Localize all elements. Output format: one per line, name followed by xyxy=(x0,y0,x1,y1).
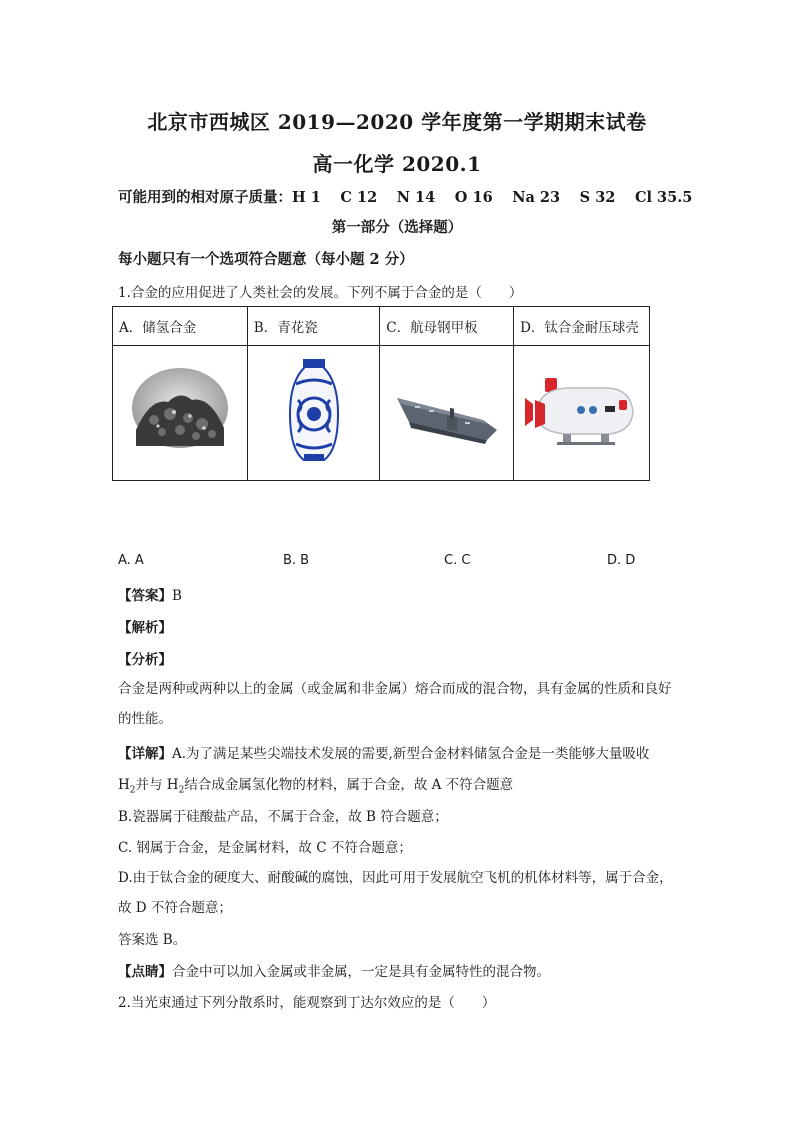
exam-subtitle: 高一化学 2020.1 xyxy=(312,152,482,176)
option-b-label: B．青花瓷 xyxy=(247,307,380,346)
detail-a-text-1: A.为了满足某些尖端技术发展的需要,新型合金材料储氢合金是一类能够大量吸收 xyxy=(172,746,650,762)
mass-h: H 1 xyxy=(292,189,321,206)
subscript-2: 2 xyxy=(129,785,136,796)
detail-a-line-2 xyxy=(118,773,513,796)
option-a-image-cell xyxy=(113,346,248,481)
atomic-masses-line xyxy=(118,186,692,207)
aircraft-carrier-photo xyxy=(395,376,499,446)
detail-tag: 【详解】 xyxy=(118,746,172,762)
answer-value: B xyxy=(172,588,182,604)
answer-line xyxy=(118,584,182,604)
option-a-label: A．储氢合金 xyxy=(113,307,248,346)
option-d-label: D．钛合金耐压球壳 xyxy=(514,307,650,346)
fenxi-text: 合金是两种或两种以上的金属（或金属和非金属）熔合而成的混合物，具有金属的性质和良好的性能。 xyxy=(118,681,672,727)
section-title: 第一部分（选择题） xyxy=(331,219,463,236)
instructions: 每小题只有一个选项符合题意（每小题 2 分） xyxy=(118,251,414,268)
detail-a-line-1 xyxy=(118,742,649,762)
analysis-tag: 【解析】 xyxy=(118,620,172,636)
blue-white-porcelain-vase-photo xyxy=(286,356,342,466)
choice-b: B. B xyxy=(283,553,310,568)
detail-c: C. 钢属于合金，是金属材料，故 C 不符合题意； xyxy=(118,840,412,856)
choice-a: A. A xyxy=(118,553,144,568)
detail-a-end: 结合成金属氢化物的材料，属于合金，故 A 不符合题意 xyxy=(184,777,514,793)
answer-tag: 【答案】 xyxy=(118,588,172,604)
fenxi-tag: 【分析】 xyxy=(118,652,172,668)
subscript-2: 2 xyxy=(178,785,185,796)
detail-d-line-2: 故 D 不符合题意； xyxy=(118,900,232,916)
options-table xyxy=(112,306,650,481)
deep-sea-submersible-photo xyxy=(523,374,641,448)
tip-line xyxy=(118,960,550,980)
conclusion: 答案选 B。 xyxy=(118,932,187,948)
choice-c: C. C xyxy=(444,553,471,568)
option-b-image-cell xyxy=(247,346,380,481)
mass-na: Na 23 xyxy=(512,189,561,206)
hydrogen-storage-alloy-photo xyxy=(130,368,230,454)
option-d-image-cell xyxy=(514,346,650,481)
question-1-stem: 1.合金的应用促进了人类社会的发展。下列不属于合金的是（ ） xyxy=(118,285,523,301)
mass-o: O 16 xyxy=(454,189,493,206)
tip-text: 合金中可以加入金属或非金属，一定是具有金属特性的混合物。 xyxy=(172,964,550,980)
exam-title: 北京市西城区 2019—2020 学年度第一学期期末试卷 xyxy=(147,110,647,134)
option-c-label: C．航母钢甲板 xyxy=(380,307,514,346)
tip-tag: 【点睛】 xyxy=(118,964,172,980)
choice-d: D. D xyxy=(607,553,636,568)
mass-cl: Cl 35.5 xyxy=(634,189,693,206)
mass-s: S 32 xyxy=(579,189,616,206)
atomic-masses-label: 可能用到的相对原子质量： xyxy=(118,189,292,206)
option-c-image-cell xyxy=(380,346,514,481)
mass-c: C 12 xyxy=(340,189,378,206)
detail-d-line-1: D.由于钛合金的硬度大、耐酸碱的腐蚀，因此可用于发展航空飞机的机体材料等，属于合金， xyxy=(118,870,673,886)
detail-b: B.瓷器属于硅酸盐产品，不属于合金，故 B 符合题意； xyxy=(118,809,448,825)
detail-a-h: H xyxy=(118,777,130,793)
question-2-stem: 2.当光束通过下列分散系时，能观察到丁达尔效应的是（ ） xyxy=(118,995,496,1011)
detail-a-mid: 并与 H xyxy=(135,777,179,793)
mass-n: N 14 xyxy=(396,189,436,206)
